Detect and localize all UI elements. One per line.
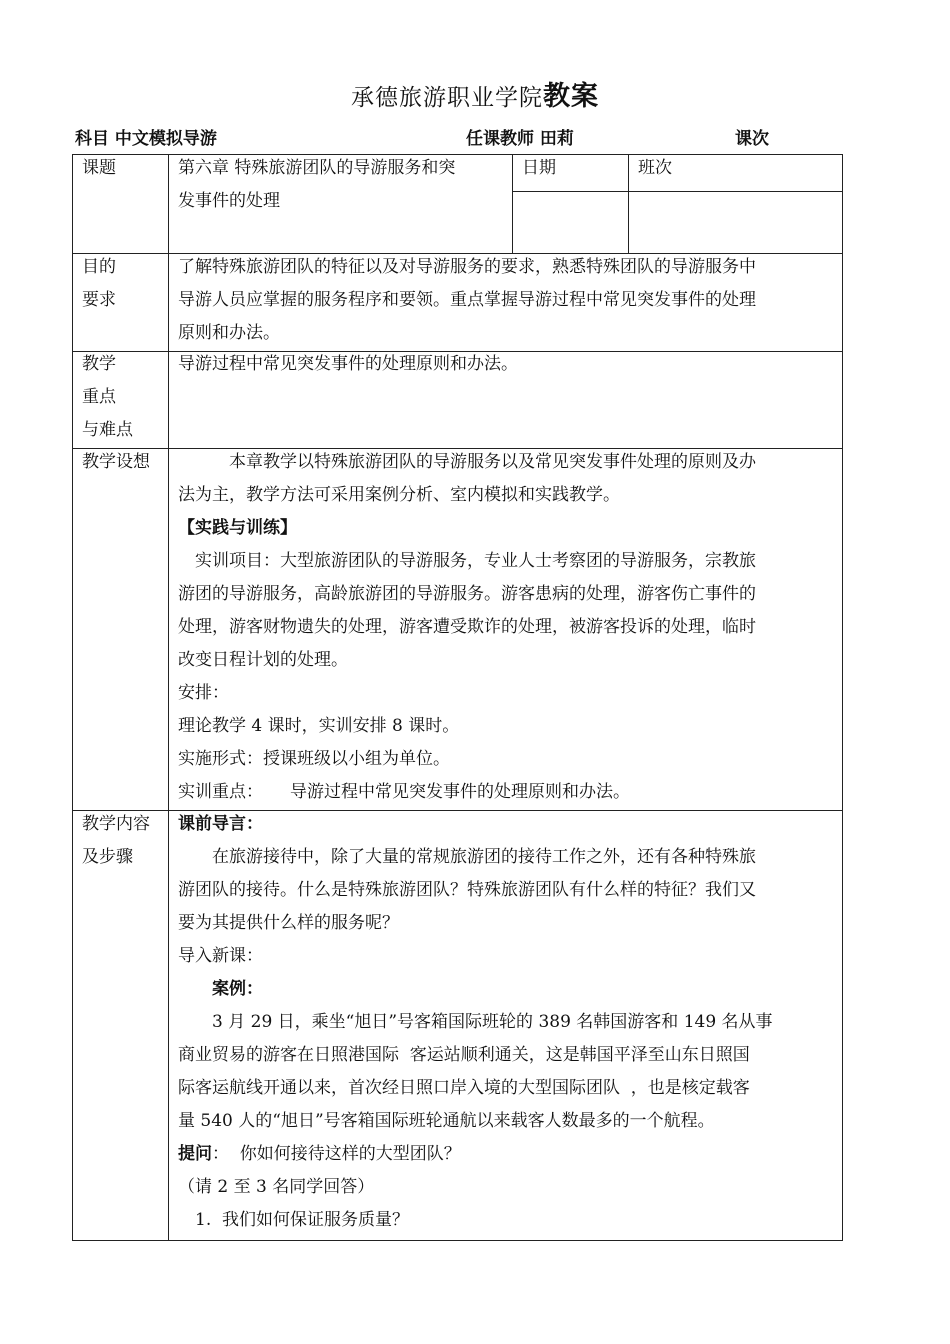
subject-field: 科目 中文模拟导游 [75, 129, 217, 149]
design-content [178, 446, 838, 809]
teacher-field: 任课教师 田莉 [466, 129, 574, 149]
design-line: 理论教学 4 课时，实训安排 8 课时。 [178, 716, 460, 736]
steps-label-line: 教学内容 [82, 814, 150, 834]
class-label: 班次 [638, 158, 672, 178]
topic-line: 第六章 特殊旅游团队的导游服务和突 [178, 158, 456, 178]
design-line: 游团的导游服务，高龄旅游团的导游服务。游客患病的处理，游客伤亡事件的 [178, 584, 756, 604]
goal-label [82, 251, 116, 317]
steps-line: 量 540 人的“旭日”号客箱国际班轮通航以来载客人数最多的一个航程。 [178, 1111, 715, 1131]
practice-heading: 【实践与训练】 [178, 518, 297, 538]
question-text: ： 你如何接待这样的大型团队？ [212, 1144, 461, 1164]
session-field: 课次 [735, 129, 769, 149]
design-line: 法为主，教学方法可采用案例分析、室内模拟和实践教学。 [178, 485, 620, 505]
key-label-line: 教学 [82, 354, 116, 374]
question-line [178, 1138, 838, 1171]
table-border-bottom [72, 1240, 843, 1241]
steps-line: 际客运航线开通以来，首次经日照口岸入境的大型国际团队 ，也是核定载客 [178, 1078, 750, 1098]
goal-label-line: 要求 [82, 290, 116, 310]
title-bold: 教案 [543, 81, 599, 112]
key-label-line: 重点 [82, 387, 116, 407]
design-line: 改变日程计划的处理。 [178, 650, 348, 670]
steps-line: 导入新课： [178, 946, 263, 966]
topic-line: 发事件的处理 [178, 191, 280, 211]
key-label-line: 与难点 [82, 420, 133, 440]
steps-label-line: 及步骤 [82, 847, 133, 867]
date-label: 日期 [522, 158, 556, 178]
goal-label-line: 目的 [82, 257, 116, 277]
design-line: 本章教学以特殊旅游团队的导游服务以及常见突发事件处理的原则及办 [229, 452, 756, 472]
table-border-right [842, 154, 843, 1241]
design-line: 实训重点： 导游过程中常见突发事件的处理原则和办法。 [178, 782, 631, 802]
goal-line: 导游人员应掌握的服务程序和要领。重点掌握导游过程中常见突发事件的处理 [178, 290, 756, 310]
design-line: 实施形式：授课班级以小组为单位。 [178, 749, 450, 769]
table-divider-date [512, 191, 843, 192]
goal-line: 原则和办法。 [178, 323, 280, 343]
goal-content [178, 251, 838, 350]
intro-heading: 课前导言： [178, 814, 263, 834]
steps-line: 在旅游接待中，除了大量的常规旅游团的接待工作之外，还有各种特殊旅 [212, 847, 756, 867]
steps-line: 游团队的接待。什么是特殊旅游团队？特殊旅游团队有什么样的特征？我们又 [178, 880, 756, 900]
steps-list-item: 1. 我们如何保证服务质量？ [195, 1210, 410, 1230]
key-label [82, 348, 133, 447]
design-line: 安排： [178, 683, 229, 703]
table-divider-label [168, 154, 169, 1241]
design-line: 处理，游客财物遗失的处理，游客遭受欺诈的处理，被游客投诉的处理，临时 [178, 617, 756, 637]
table-divider-col [512, 154, 513, 254]
table-divider-col [628, 154, 629, 254]
table-border-left [72, 154, 73, 1241]
steps-line: 要为其提供什么样的服务呢？ [178, 913, 399, 933]
design-label: 教学设想 [82, 452, 150, 472]
goal-line: 了解特殊旅游团队的特征以及对导游服务的要求，熟悉特殊团队的导游服务中 [178, 257, 756, 277]
case-heading: 案例： [212, 979, 263, 999]
topic-content [178, 152, 508, 218]
question-label: 提问 [178, 1144, 212, 1164]
topic-label: 课题 [82, 158, 116, 178]
steps-label [82, 808, 150, 874]
title-main: 承德旅游职业学院 [351, 85, 543, 111]
steps-line: （请 2 至 3 名同学回答） [178, 1177, 375, 1197]
design-line: 实训项目：大型旅游团队的导游服务，专业人士考察团的导游服务，宗教旅 [195, 551, 756, 571]
steps-content [178, 808, 838, 1237]
steps-line: 3 月 29 日，乘坐“旭日”号客箱国际班轮的 389 名韩国游客和 149 名从事 [212, 1012, 773, 1032]
document-title [0, 74, 950, 113]
key-content: 导游过程中常见突发事件的处理原则和办法。 [178, 354, 518, 374]
steps-line: 商业贸易的游客在日照港国际 客运站顺利通关，这是韩国平泽至山东日照国 [178, 1045, 750, 1065]
